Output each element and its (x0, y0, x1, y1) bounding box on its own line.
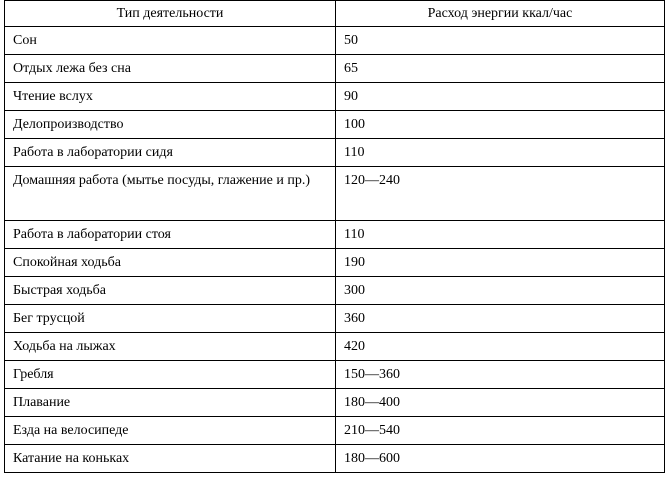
energy-cell: 110 (336, 221, 665, 249)
energy-cell: 90 (336, 83, 665, 111)
energy-cell: 100 (336, 111, 665, 139)
activity-cell: Катание на коньках (5, 445, 336, 473)
activity-cell: Чтение вслух (5, 83, 336, 111)
activity-cell: Сон (5, 27, 336, 55)
energy-cell: 180—400 (336, 389, 665, 417)
energy-cell: 150—360 (336, 361, 665, 389)
table-row (5, 27, 665, 55)
table-row (5, 111, 665, 139)
energy-cell: 210—540 (336, 417, 665, 445)
energy-cell: 300 (336, 277, 665, 305)
energy-cell: 190 (336, 249, 665, 277)
table-row (5, 333, 665, 361)
energy-table (4, 0, 665, 473)
activity-cell: Работа в лаборатории стоя (5, 221, 336, 249)
table-row (5, 249, 665, 277)
activity-cell: Езда на велосипеде (5, 417, 336, 445)
header-row (5, 1, 665, 27)
header-energy: Расход энергии ккал/час (336, 1, 665, 27)
table-row (5, 361, 665, 389)
energy-cell: 110 (336, 139, 665, 167)
activity-cell: Делопроизводство (5, 111, 336, 139)
energy-cell: 180—600 (336, 445, 665, 473)
activity-cell: Быстрая ходьба (5, 277, 336, 305)
table-row (5, 83, 665, 111)
activity-cell: Ходьба на лыжах (5, 333, 336, 361)
activity-cell: Бег трусцой (5, 305, 336, 333)
activity-cell: Гребля (5, 361, 336, 389)
energy-cell: 420 (336, 333, 665, 361)
table-row (5, 221, 665, 249)
table-row (5, 417, 665, 445)
activity-cell: Работа в лаборатории сидя (5, 139, 336, 167)
table-row (5, 277, 665, 305)
activity-cell: Отдых лежа без сна (5, 55, 336, 83)
header-activity: Тип деятельности (5, 1, 336, 27)
energy-cell: 120—240 (336, 167, 665, 221)
activity-cell: Спокойная ходьба (5, 249, 336, 277)
activity-cell: Домашняя работа (мытье посуды, глажение и пр.) (5, 167, 336, 221)
table-row (5, 167, 665, 221)
table-row (5, 55, 665, 83)
table-row (5, 305, 665, 333)
energy-cell: 360 (336, 305, 665, 333)
energy-cell: 65 (336, 55, 665, 83)
table-row (5, 139, 665, 167)
table-row (5, 389, 665, 417)
activity-cell: Плавание (5, 389, 336, 417)
table-row (5, 445, 665, 473)
energy-cell: 50 (336, 27, 665, 55)
